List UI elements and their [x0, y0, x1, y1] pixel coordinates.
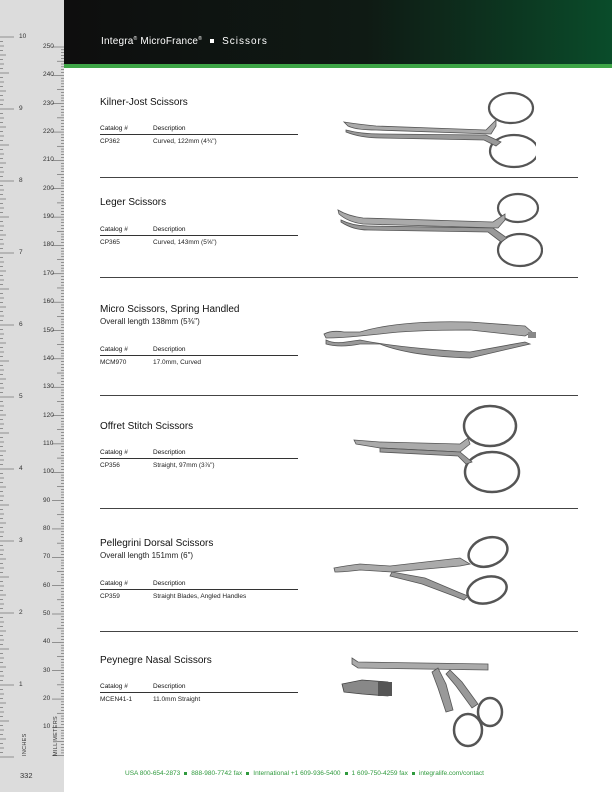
catalog-table — [100, 125, 298, 145]
mm-number: 150 — [43, 326, 54, 334]
product-title: Micro Scissors, Spring Handled — [100, 304, 240, 315]
catalog-table — [100, 580, 298, 600]
description-header: Description — [153, 226, 186, 233]
mm-number: 60 — [43, 581, 51, 589]
mm-number: 140 — [43, 354, 54, 362]
product-section-offret — [100, 421, 193, 432]
description-header: Description — [153, 449, 186, 456]
product-section-peynegre — [100, 655, 212, 666]
table-row — [100, 693, 298, 703]
inch-number: 1 — [19, 681, 23, 688]
product-title: Pellegrini Dorsal Scissors — [100, 538, 214, 549]
mm-number: 180 — [43, 241, 54, 249]
footer-dot — [246, 772, 249, 775]
contact-footer — [125, 770, 484, 777]
inch-number: 6 — [19, 321, 23, 328]
inch-number: 5 — [19, 393, 23, 400]
catalog-table — [100, 449, 298, 469]
website-link[interactable]: integralife.com/contact — [418, 770, 484, 777]
inch-number: 4 — [19, 465, 23, 472]
mm-number: 250 — [43, 43, 54, 50]
mm-number: 80 — [43, 524, 51, 532]
product-line: MicroFrance — [140, 36, 199, 47]
catalog-number: CP359 — [100, 593, 120, 600]
millimeters-label: MILLIMETERS — [53, 716, 59, 756]
description: 17.0mm, Curved — [153, 359, 202, 366]
description: Curved, 143mm (5⅝") — [153, 239, 217, 246]
international-phone: International +1 609-936-5400 — [253, 770, 341, 777]
mm-number: 220 — [43, 128, 54, 136]
description: 11.0mm Straight — [153, 696, 201, 703]
table-row — [100, 459, 298, 469]
product-title: Peynegre Nasal Scissors — [100, 655, 212, 666]
table-row — [100, 356, 298, 366]
product-subtitle: Overall length 138mm (5⅜") — [100, 317, 200, 326]
footer-dot — [412, 772, 415, 775]
mm-number: 30 — [43, 666, 51, 674]
catalog-header: Catalog # — [100, 683, 128, 690]
micro-scissors-image — [320, 314, 542, 364]
mm-number: 20 — [43, 695, 51, 703]
mm-number: 110 — [43, 439, 54, 447]
description-header: Description — [153, 346, 186, 353]
section-divider — [100, 508, 578, 509]
table-row — [100, 590, 298, 600]
product-section-micro-scissors — [100, 304, 240, 326]
page-number: 332 — [20, 771, 33, 780]
table-header — [100, 226, 298, 236]
product-title: Offret Stitch Scissors — [100, 421, 194, 432]
mm-number: 120 — [43, 411, 54, 419]
mm-number: 170 — [43, 269, 54, 277]
product-section-pellegrini — [100, 538, 213, 560]
measurement-ruler — [0, 0, 64, 792]
catalog-header: Catalog # — [100, 226, 128, 233]
description: Curved, 122mm (4¾") — [153, 138, 217, 145]
mm-number: 130 — [43, 383, 54, 391]
catalog-table — [100, 226, 298, 246]
catalog-header: Catalog # — [100, 346, 128, 353]
section-divider — [100, 277, 578, 278]
inch-number: 10 — [19, 33, 27, 40]
catalog-number: CP356 — [100, 462, 120, 469]
mm-number: 230 — [43, 99, 54, 107]
kilner-jost-scissors-image — [336, 90, 536, 170]
table-row — [100, 236, 298, 246]
ruler-ticks — [0, 0, 64, 792]
catalog-header: Catalog # — [100, 125, 128, 132]
mm-number: 240 — [43, 71, 54, 79]
international-fax: 1 609-750-4259 fax — [351, 770, 408, 777]
catalog-number: CP362 — [100, 138, 120, 145]
product-subtitle: Overall length 151mm (6") — [100, 551, 194, 560]
product-title: Leger Scissors — [100, 197, 167, 208]
product-section-leger — [100, 197, 166, 208]
table-header — [100, 580, 298, 590]
table-header — [100, 449, 298, 459]
inch-number: 3 — [19, 537, 23, 544]
description-header: Description — [153, 683, 186, 690]
usa-fax: 888-980-7742 fax — [191, 770, 243, 777]
table-header — [100, 125, 298, 135]
catalog-number: MCM970 — [100, 359, 127, 366]
header-separator — [210, 39, 214, 43]
mm-number: 160 — [43, 298, 54, 306]
peynegre-scissors-image — [338, 652, 508, 752]
pellegrini-scissors-image — [330, 530, 520, 610]
catalog-table — [100, 683, 298, 703]
catalog-table — [100, 346, 298, 366]
mm-number: 200 — [43, 184, 54, 192]
description-header: Description — [153, 125, 186, 132]
footer-dot — [345, 772, 348, 775]
section-divider — [100, 395, 578, 396]
section-divider — [100, 631, 578, 632]
description-header: Description — [153, 580, 186, 587]
leger-scissors-image — [333, 190, 543, 270]
offret-scissors-image — [350, 404, 525, 496]
catalog-header: Catalog # — [100, 449, 128, 456]
header-title: Integra® MicroFrance® Scissors — [101, 36, 268, 47]
footer-dot — [184, 772, 187, 775]
table-header — [100, 346, 298, 356]
mm-number: 50 — [43, 610, 51, 617]
mm-number: 40 — [43, 638, 51, 646]
mm-number: 90 — [43, 496, 51, 504]
brand-name: Integra — [101, 36, 134, 47]
product-section-kilner-jost — [100, 97, 188, 108]
description: Straight Blades, Angled Handles — [153, 593, 247, 600]
section-divider — [100, 177, 578, 178]
header-accent-bar — [64, 64, 612, 68]
catalog-header: Catalog # — [100, 580, 128, 587]
table-header — [100, 683, 298, 693]
catalog-number: CP365 — [100, 239, 120, 246]
description: Straight, 97mm (3⅞") — [153, 462, 215, 469]
inch-number: 2 — [19, 609, 23, 616]
mm-number: 210 — [43, 156, 54, 164]
category-name: Scissors — [222, 36, 268, 47]
page-header — [64, 0, 612, 64]
inch-number: 8 — [19, 177, 23, 184]
inches-label: INCHES — [22, 733, 28, 756]
product-title: Kilner-Jost Scissors — [100, 97, 188, 108]
inch-number: 7 — [19, 249, 23, 256]
mm-number: 100 — [43, 468, 54, 476]
usa-phone: USA 800-654-2873 — [125, 770, 181, 777]
table-row — [100, 135, 298, 145]
mm-number: 190 — [43, 213, 54, 221]
mm-number: 10 — [43, 723, 51, 731]
mm-number: 70 — [43, 553, 51, 561]
catalog-number: MCEN41-1 — [100, 696, 133, 703]
inch-number: 9 — [19, 105, 23, 112]
